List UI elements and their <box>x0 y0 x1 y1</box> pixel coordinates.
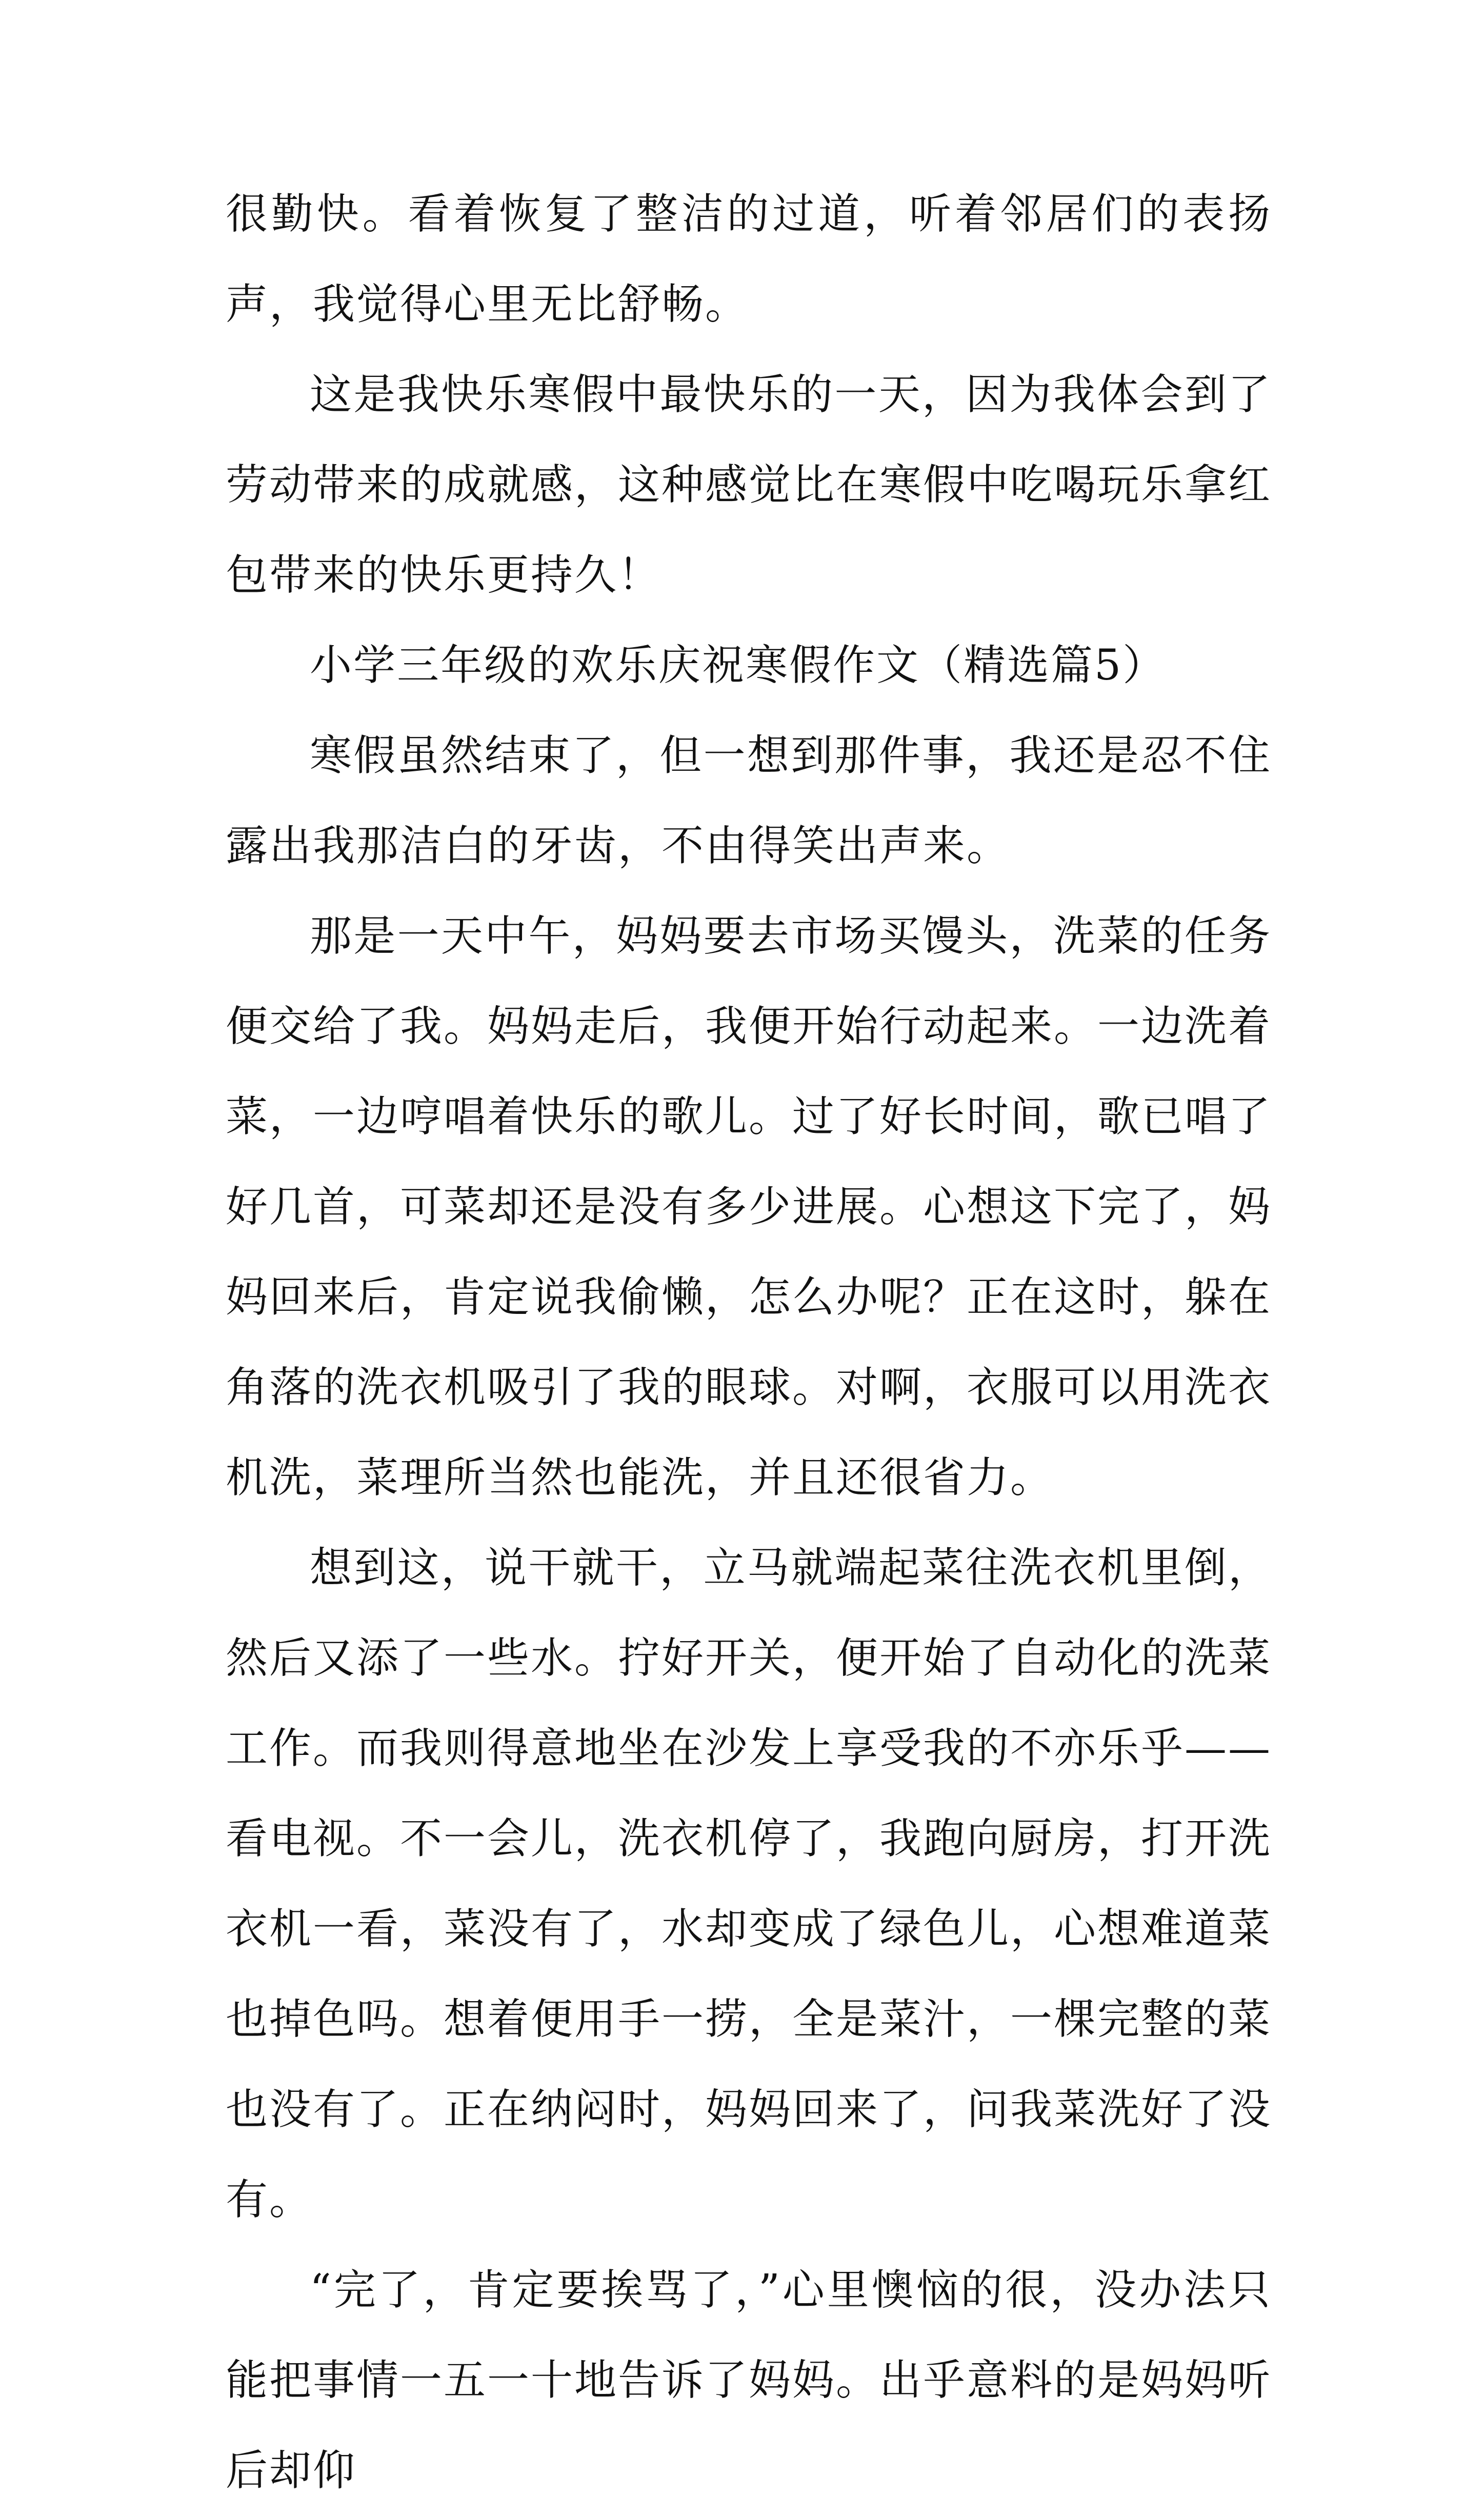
paragraph-happiest-day: 这是我快乐寒假中最快乐的一天，因为我体会到了劳动带来的成就感，这种感觉比在寒假中吃喝玩乐拿红包带来的快乐更持久！ <box>226 370 1272 600</box>
paragraph-winter-break-ended: 寒假虽然结束了，但一想到那件事，我还是忍不住露出我那洁白的牙齿，不由得笑出声来。 <box>226 731 1272 870</box>
paragraph-washing-machine: 想到这，说干就干，立马就端起菜往洗衣机里倒，然后又添了一些水。拧好开关，便开始了自动化的洗菜工作。而我则得意地坐在沙发上享受我的不亦乐乎——看电视。不一会儿，洗衣机停了，我跑向厨房，打开洗衣机一看，菜没有了，水却变成了绿色儿，心想难道菜也掉色吗。想着便用手一捞，全是菜汁，一棵完整的菜也没有了。正在纳闷时，妈妈回来了，问我菜洗好了没有。 <box>226 1544 1272 2224</box>
document-body <box>226 169 1272 2516</box>
essay-heading: 小学三年级的欢乐庆祝寒假作文（精选篇5） <box>310 641 1167 690</box>
paragraph-confession: “完了，肯定要挨骂了，”心里懊恼的很，没办法只能把事情一五一十地告诉了妈妈。出乎意料的是妈妈听后却仰 <box>226 2266 1272 2495</box>
paragraph-continuation: 很勤快。看着恢复了整洁的过道，听着邻居们的表扬声，我觉得心里无比舒畅。 <box>226 190 1272 329</box>
paragraph-washing-vegetables: 那是一天中午，妈妈要去市场买馒头，洗菜的任务便交给了我。妈妈走后，我便开始行动起来。一边洗着菜，一边哼唱着快乐的歌儿。过了好长时间，歌已唱了好几首，可菜却还是没有多少进展。心想这下完了，妈妈回来后，肯定说我偷懒，怎么办呢？正在这时，躲在角落的洗衣机吸引了我的眼球。对啊，衣服可以用洗衣机洗，菜理所当然也能洗，并且还很省力。 <box>226 912 1272 1502</box>
